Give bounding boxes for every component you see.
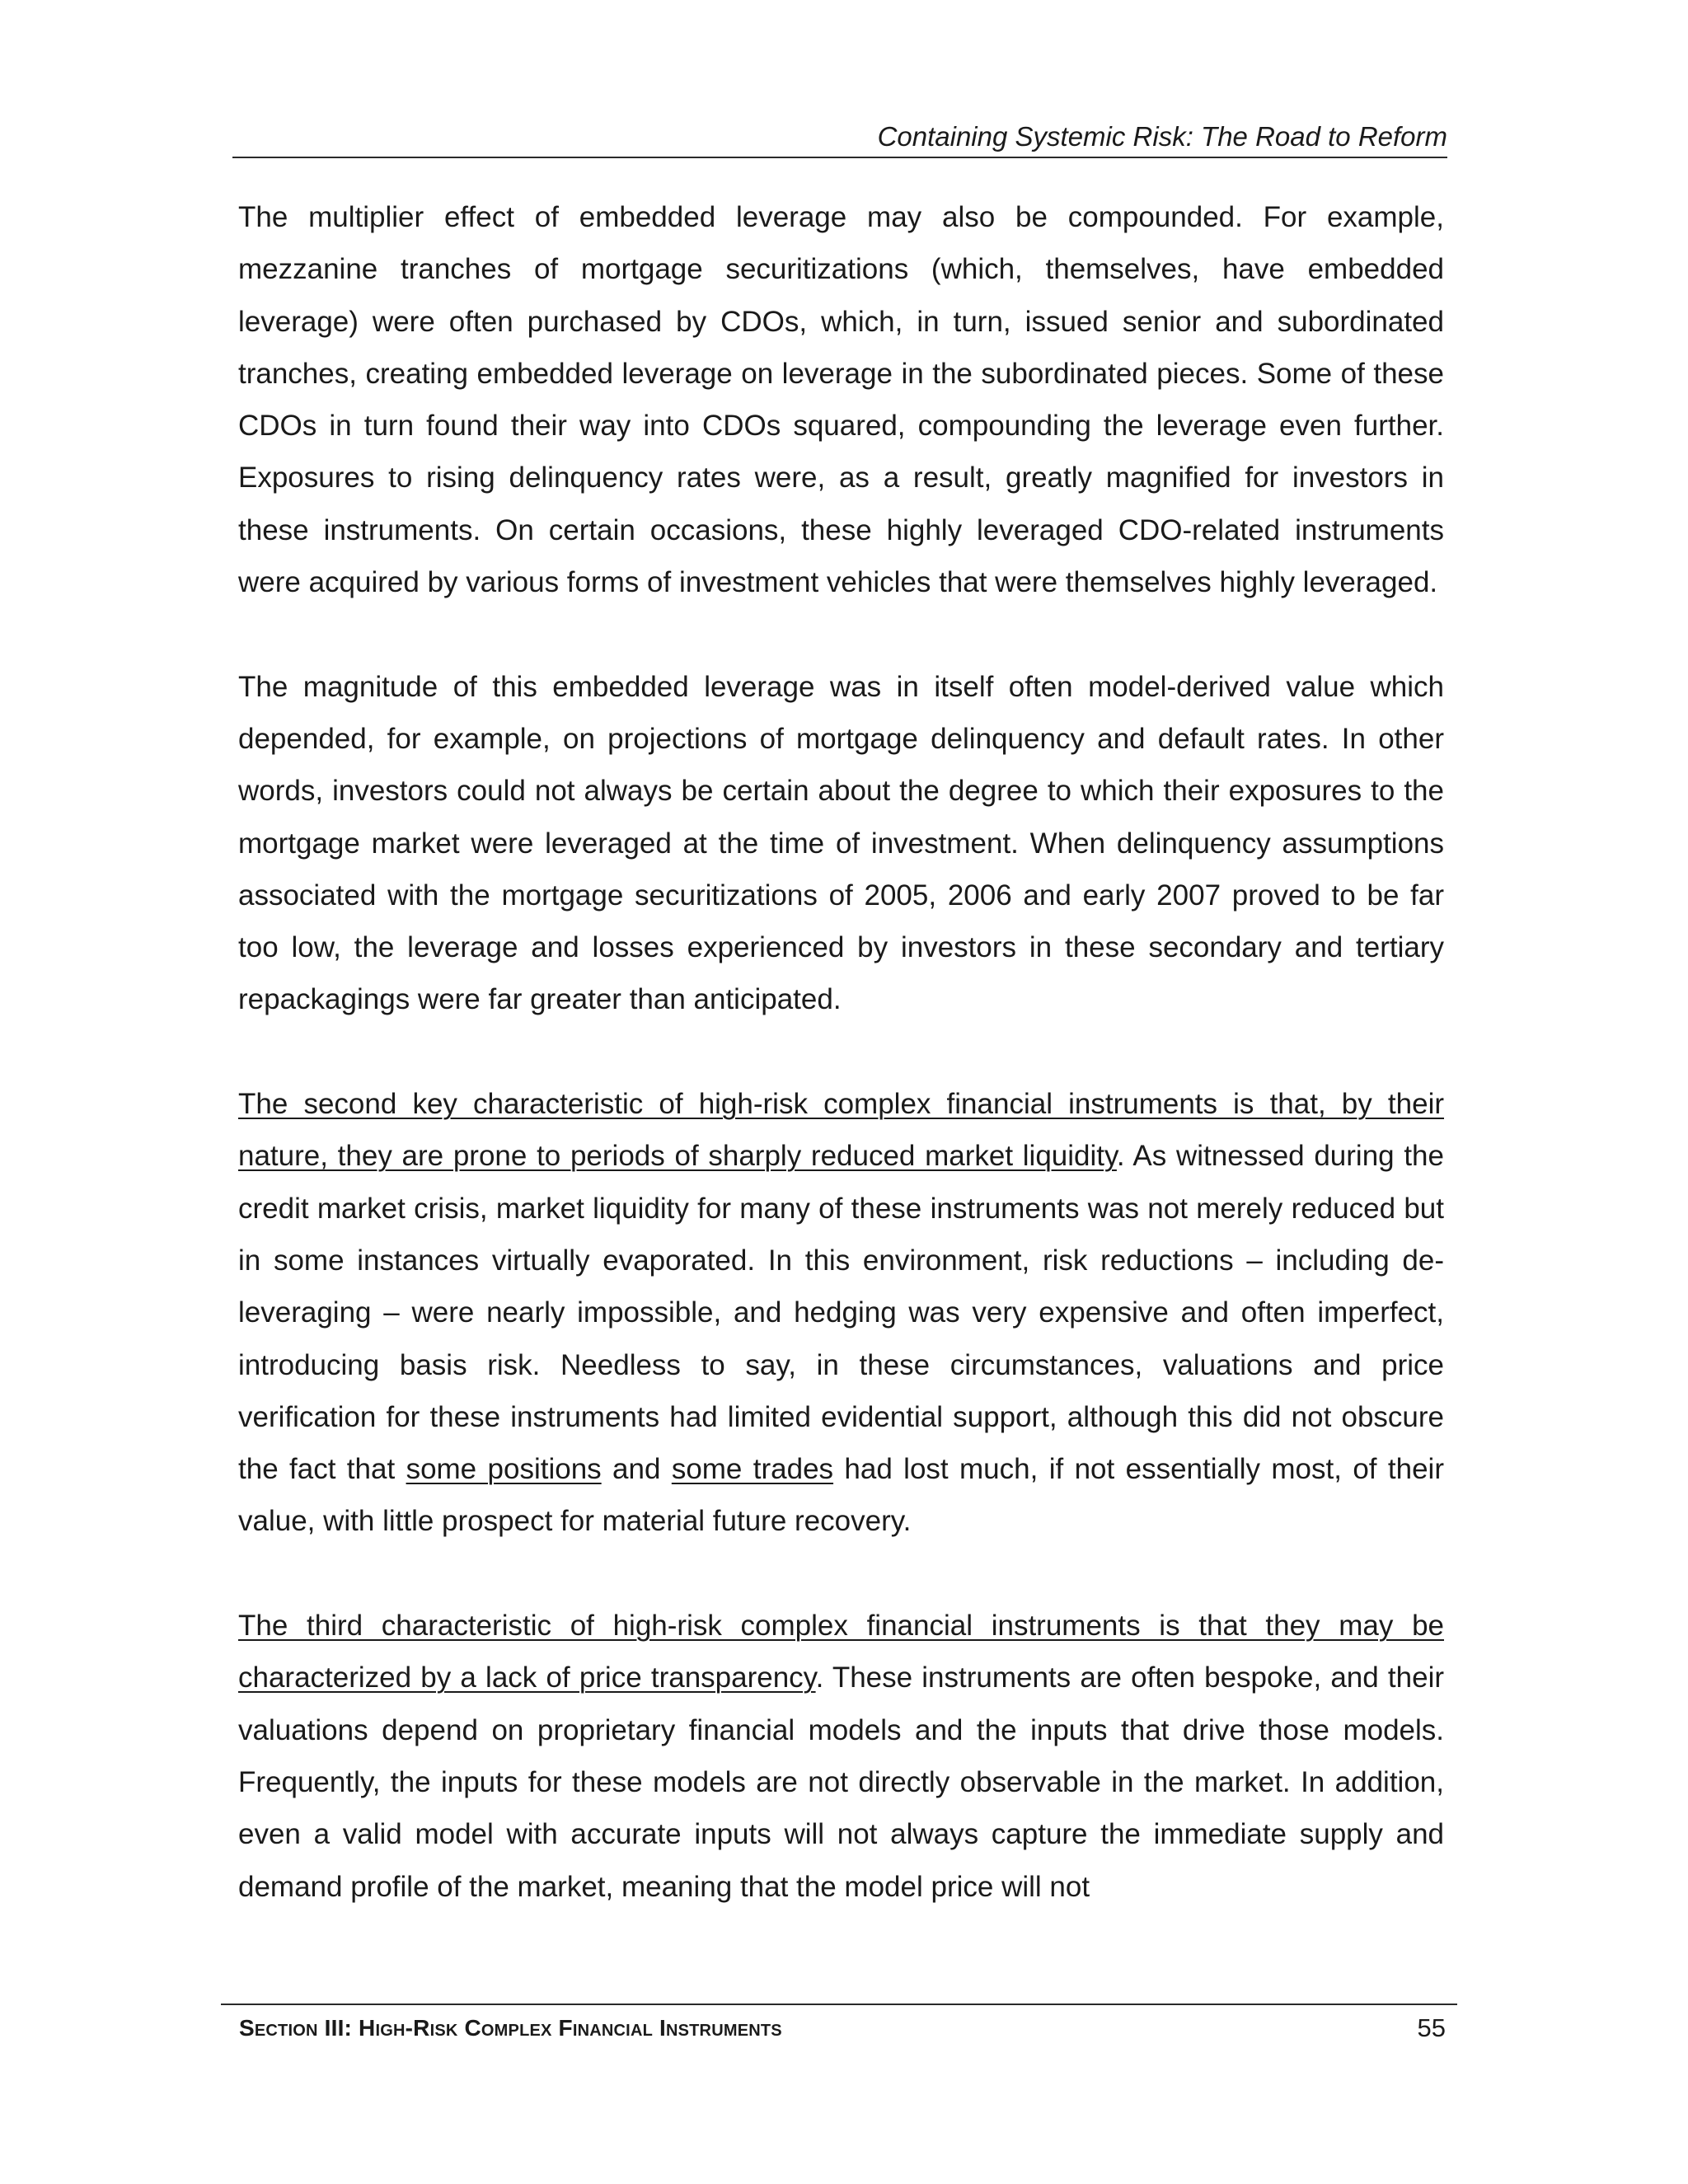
running-header-title: Containing Systemic Risk: The Road to Reform bbox=[877, 121, 1447, 152]
page-footer bbox=[221, 2004, 1457, 2042]
underlined-phrase-some-trades: some trades bbox=[671, 1453, 834, 1486]
body-text bbox=[238, 191, 1444, 1913]
footer-section-title: Section III: High-Risk Complex Financial Instruments bbox=[239, 2015, 782, 2041]
paragraph-3-text-b: and bbox=[601, 1453, 672, 1486]
paragraph-4-text: . These instruments are often bespoke, and their valuations depend on proprietary financial models and the inputs that drive those models. Frequently, the inputs for these models are not directly observable in the market. In addition, even a valid model with accurate inputs will not always capture the immediate supply and demand profile of the market, meaning that the model price will not bbox=[238, 1661, 1444, 1903]
underlined-lead-sentence: The second key characteristic of high-risk complex financial instruments is that, by their nature, they are prone to periods of sharply reduced market liquidity bbox=[238, 1088, 1444, 1173]
paragraph-4 bbox=[238, 1600, 1444, 1913]
running-header bbox=[232, 120, 1447, 158]
paragraph-3 bbox=[238, 1078, 1444, 1548]
paragraph-1: The multiplier effect of embedded leverage may also be compounded. For example, mezzanine tranches of mortgage securitizations (which, themselves, have embedded leverage) were often purchased by CDOs, which, in turn, issued senior and subordinated tranches, creating embedded leverage on leverage in the subordinated pieces. Some of these CDOs in turn found their way into CDOs squared, compounding the leverage even further. Exposures to rising delinquency rates were, as a result, greatly magnified for investors in these instruments. On certain occasions, these highly leveraged CDO-related instruments were acquired by various forms of investment vehicles that were themselves highly leveraged. bbox=[238, 201, 1444, 599]
paragraph-3-text-a: . As witnessed during the credit market crisis, market liquidity for many of these instruments was not merely reduced but in some instances virtually evaporated. In this environment, risk reductions – including de-leveraging – were nearly impossible, and hedging was very expensive and often imperfect, introducing basis risk. Needless to say, in these circumstances, valuations and price verification for these instruments had limited evidential support, although this did not obscure the fact that bbox=[238, 1140, 1444, 1486]
underlined-phrase-some-positions: some positions bbox=[406, 1453, 602, 1486]
paragraph-3-text-c: had lost much, if not essentially most, of their value, with little prospect for material future recovery. bbox=[238, 1453, 1444, 1538]
underlined-lead-sentence: The third characteristic of high-risk complex financial instruments is that they may be characterized by a lack of price transparency bbox=[238, 1610, 1444, 1694]
page-number: 55 bbox=[1417, 2013, 1446, 2042]
paragraph-2: The magnitude of this embedded leverage was in itself often model-derived value which depended, for example, on projections of mortgage delinquency and default rates. In other words, investors could not always be certain about the degree to which their exposures to the mortgage market were leveraged at the time of investment. When delinquency assumptions associated with the mortgage securitizations of 2005, 2006 and early 2007 proved to be far too low, the leverage and losses experienced by investors in these secondary and tertiary repackagings were far greater than anticipated. bbox=[238, 670, 1444, 1016]
